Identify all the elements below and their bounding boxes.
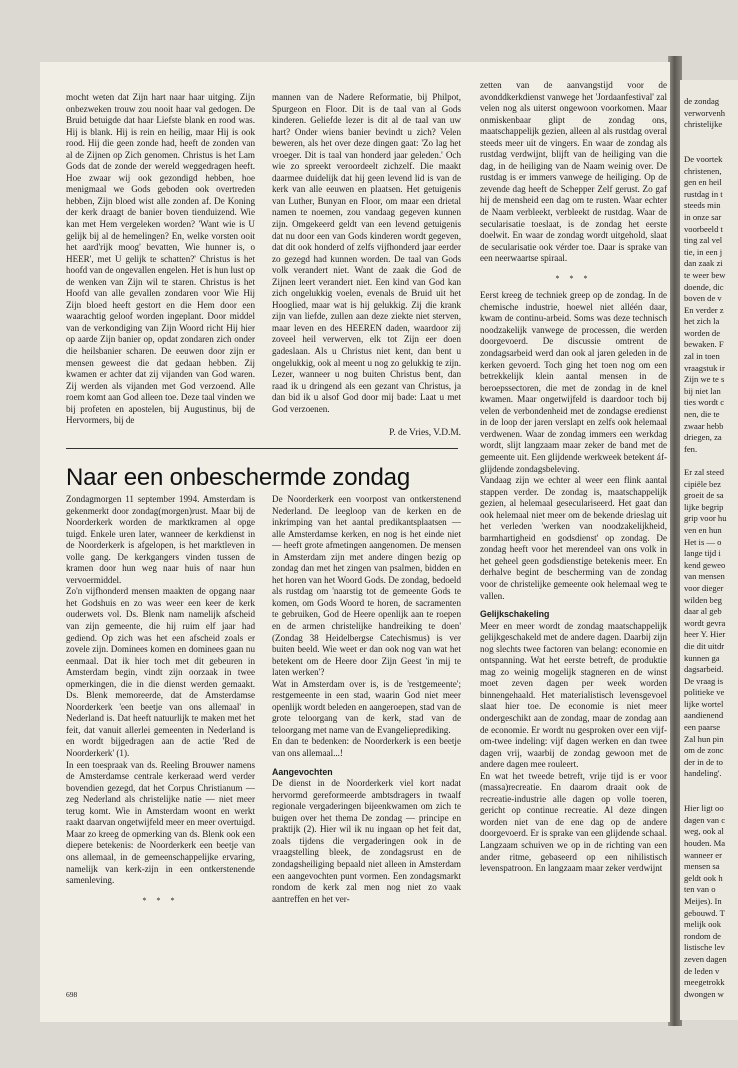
facing-page-line: handeling'.: [684, 768, 722, 779]
facing-page-line: [684, 792, 738, 804]
facing-page-line: bij niet lan: [684, 385, 721, 396]
facing-page-line: De voortek: [684, 153, 723, 164]
facing-page-line: christelijke: [684, 119, 723, 130]
facing-page-line: dagen van c: [684, 814, 726, 825]
col1-paragraph: Zo'n vijfhonderd mensen maakten de opgang naar het Godshuis en zo was weer een keer de kerk ouderwets vol. Ds. Blenk nam namelijk afscheid van zijn gemeente, die hij ruim elf jaar had gediend. Op zich was het een afscheid zoals er zovele zijn. Dominees komen en dominees gaan nu eenmaal. Dat ik hier toch met dit gebeuren in Amsterdam begin, vindt zijn oorzaak in twee opmerkingen, die in die dienst werden gemaakt. Ds. Blenk memoreerde, dat de Amsterdamse Noorderkerk 'een beetje van ons allemaal' in Nederland is. Dat heeft natuurlijk te maken met het feit, dat vanuit allerlei gemeenten in Nederland is en wordt bijgedragen aan de actie 'Red de Noorderkerk' (1).: [66, 586, 255, 759]
col3-paragraph: Vandaag zijn we echter al weer een flink aantal stappen verder. De zondag is, maatschappelijk gezien, al helemaal geseculariseerd. Het gaat dan ook helemaal niet meer om de bekende drieslag uit het verleden 'werken van noodzakelijkheid, barmhartigheid en godsdienst' op zondag. De zondag heeft voor het merendeel van ons volk in het geheel geen godsdienstige betekenis meer. En derhalve begint de bescherming van de zondag voor de christelijke gemeente ook helemaal weg te vallen.: [480, 475, 667, 601]
facing-page-line: rondom de: [684, 930, 721, 941]
facing-page-line: meegetrokk: [684, 977, 725, 988]
facing-page-line: weg, ook al: [684, 826, 724, 837]
facing-page-line: [684, 142, 738, 154]
facing-page-line: driegen, za: [684, 432, 722, 443]
facing-page-line: listische lev: [684, 942, 725, 953]
col2-paragraph: En dan te bedenken: de Noorderkerk is een beetje van ons allemaal...!: [272, 736, 461, 759]
facing-page-line: voor dieger: [684, 582, 724, 593]
facing-page-line: ven en hun: [684, 524, 722, 535]
facing-page-text: [684, 96, 738, 1000]
top-article-col1: [66, 92, 255, 444]
facing-page-line: van mensen: [684, 571, 725, 582]
facing-page-line: grip voor hu: [684, 513, 727, 524]
facing-page-line: kend geweo: [684, 559, 726, 570]
facing-page-line: ting zal vel: [684, 235, 723, 246]
facing-page-line: zwaar hebb: [684, 420, 724, 431]
col2-paragraph: De Noorderkerk een voorpost van ontkerstenend Nederland. De leegloop van de kerken en de inkrimping van het aantal predikantsplaatsen — alle Amsterdamse kerken, en nog is het einde niet — heeft grote afmetingen aangenomen. De mensen in Amsterdam zijn met andere dingen bezig op zondag dan met het zingen van psalmen, bidden en het horen van het Woord Gods. De zondag, bedoeld als rustdag om 'naarstig tot de gemeente Gods te komen, om Gods Woord te horen, de sacramenten te gebruiken, God de Heere openlijk aan te roepen en de armen christelijke handreiking te doen' (Zondag 38 Heidelbergse Catechismus) is ver buiten beeld. Wie weet er dan ook nog van wat het betekent om de Heere door Zijn Geest 'in mij te laten werken'?: [272, 494, 461, 678]
section-divider: [66, 448, 458, 449]
top-article-col2-text: mannen van de Nadere Reformatie, bij Philpot, Spurgeon en Floor. Dit is de taal van al Gods kinderen. Geliefde lezer is dit al de taal van uw hart? Onder wiens banier bevindt u zich? Velen beweren, als het over deze dingen gaat: 'Zo lag het vroeger. Dit is taal van honderd jaar geleden.' Och wie zo spreekt veroordeelt zichzelf. Die maakt daarmee duidelijk dat hij geen levend lid is van de kerk van alle eeuwen en plaatsen. Het getuigenis van Luther, Bunyan en Floor, om maar een drietal namen te noemen, zou vandaag gegeven kunnen zijn. Omgekeerd geldt van een levend getuigenis dat nu door een van Gods kinderen wordt gegeven, dat dit ook honderd of zelfs vijfhonderd jaar eerder zo gezegd had kunnen worden. De taal van Gods volk verandert niet. Want de zaak die God de Zijnen leert verandert niet. Een kind van God kan zich ongelukkig voelen, evenals de Bruid uit het Hooglied, maar wat is hij gelukkig. Zij die krank zijn van liefde, zullen aan deze ziekte niet sterven, maar leven en des HEEREN daden, waardoor zij zoveel heil verwerven, elk tot Zijn eer doen gadeslaan. Als u Christus niet kent, dan bent u ongelukkig, ook al meent u nog zo gelukkig te zijn. Lezer, wanneer u nog buiten Christus bent, dan raad ik u dringend als een gezant van Christus, ja dan bid ik u alsof God door mij bade: Laat u met God verzoenen.: [272, 92, 461, 414]
facing-page-line: Zijn we te s: [684, 374, 725, 385]
facing-page-line: lijke begrip: [684, 501, 724, 512]
facing-page-line: cipiële bez: [684, 478, 721, 489]
facing-page-line: ten van o: [684, 884, 716, 895]
facing-page-line: Het is — o: [684, 536, 722, 547]
facing-page-line: geldt ook h: [684, 872, 723, 883]
facing-page-line: aandienend: [684, 710, 724, 721]
section-stars: * * *: [555, 273, 592, 283]
main-article-col3: [480, 80, 667, 988]
col2-paragraph: Wat in Amsterdam over is, is de 'restgemeente'; restgemeente in een stad, waarin God niet meer openlijk wordt beleden en aangeroepen, stad van de grote teloorgang van de kerk, stad van de teloorgang met name van de Evangelieprediking.: [272, 678, 461, 735]
col2-paragraph: De dienst in de Noorderkerk viel kort nadat hervormd gereformeerde ambtsdragers in twaalf regionale vergaderingen bijeenkwamen om zich te buigen over het thema De zondag — principe en praktijk (2). Hier wil ik nu ingaan op het feit dat, zoals tijdens die vergaderingen ook in de vraagstelling bleek, de zondagsrust en de zondagsheiliging bepaald niet alleen in Amsterdam een aangevochten punt vormen. Een zondagsmarkt rondom de kerk zal men nog niet zo vaak aantreffen en het ver-: [272, 778, 461, 904]
col3-paragraph: En wat het tweede betreft, vrije tijd is er voor (massa)recreatie. En daarom draait ook de recreatie-industrie alle dagen op volle toeren, gericht op continue recreatie. Al deze dingen worden niet van de ene dag op de andere doorgevoerd. Er is sprake van een glijdende schaal. Langzaam schuiven we op in de richting van een ander ritme, gebaseerd op een nihilistisch levenspatroon. En langzaam maar zeker verdwijnt: [480, 770, 667, 874]
facing-page-line: het zich la: [684, 316, 720, 327]
main-article-col1: [66, 494, 255, 959]
facing-page-line: in onze sar: [684, 211, 722, 222]
facing-page-line: Meijes). In: [684, 895, 722, 906]
facing-page-line: der in de to: [684, 756, 723, 767]
facing-page-line: steeds min: [684, 200, 721, 211]
facing-page-line: [684, 455, 738, 467]
facing-page-line: de leden v: [684, 965, 720, 976]
facing-page-line: fen.: [684, 443, 698, 454]
facing-page-line: De vraag is: [684, 675, 724, 686]
facing-page-line: lange tijd i: [684, 548, 721, 559]
facing-page-line: nen, die te: [684, 409, 720, 420]
facing-page-line: melijk ook: [684, 919, 721, 930]
facing-page-line: [684, 780, 738, 792]
facing-page-line: voorbeeld t: [684, 223, 723, 234]
facing-page-line: christenen,: [684, 165, 722, 176]
facing-page-line: Er zal steed: [684, 467, 725, 477]
subheading-gelijkschakeling: Gelijkschakeling: [480, 609, 550, 620]
facing-page-line: tie, in een j: [684, 246, 723, 257]
facing-page-line: En verder z: [684, 304, 724, 315]
facing-page-line: een paarse: [684, 722, 721, 733]
facing-page-line: die dit uitdr: [684, 640, 725, 651]
facing-page-line: [684, 131, 738, 143]
facing-page-line: de zondag: [684, 96, 720, 106]
subheading-aangevochten: Aangevochten: [272, 766, 333, 777]
facing-page-line: dwongen w: [684, 988, 724, 999]
col3-paragraph: Eerst kreeg de techniek greep op de zondag. In de chemische industrie, hoewel niet alléén daar, kwam de continu-arbeid. Soms was deze technisch noodzakelijk vanwege de processen, die werden doorgevoerd. De discussie omtrent de zondagsarbeid werd dan ook al jaren geleden in de kerken gevoerd. Toch ging het toen nog om een betrekkelijk klein aantal mensen in de beroepssectoren, die met de zondag in de knel kwamen. Maar ongetwijfeld is daardoor toch bij velen de verbondenheid met de zondagse eredienst in de loop der jaren verslapt en zelfs ook helemaal verdwenen. Waar de zondag immers een werkdag wordt, slijt langzaam maar zeker de band met de gemeente uit. Een glijdende werkweek betekent áf-glijdende zondagsbeleving.: [480, 290, 667, 474]
author-signature: P. de Vries, V.D.M.: [389, 428, 461, 438]
facing-page-line: gen en heil: [684, 177, 722, 188]
facing-page-line: Hier ligt oo: [684, 803, 724, 814]
facing-page-line: vraagstuk ir: [684, 362, 725, 373]
bottom-stars: * * *: [142, 895, 179, 905]
facing-page-line: zeven dagen: [684, 953, 727, 964]
facing-page-line: daar al geb: [684, 606, 722, 617]
facing-page-line: lijke wortel: [684, 698, 724, 709]
top-article-col1-text: mocht weten dat Zijn hart naar haar uitging. Zijn onbezweken trouw zou nooit haar val gedogen. De Bruid betuigde dat haar Liefste blank en rood was. Hij is blank. Hij is rein en heilig, maar Hij is ook rood. Hij die geen zonde had, heeft de zonden van al de Zijnen op Zich genomen. Christus is het Lam Gods dat de zonde der wereld weggedragen heeft. Hoe zwaar wij ook gezondigd hebben, hoe menigmaal we Gods geboden ook overtreden hebben, Zijn bloed wist alle zonden af. De Koning der kerk draagt de banier boven tienduizend. Wie kan met Hem vergeleken worden? 'Want wie is U gelijk bij al de hemelingen? En, welke vorsten ooit het aard'rijk moog' bevatten, Wie hunner is, o HEER', met U gelijk te schatten?' Christus is het hoofd van de ongevallen engelen. Het is hun lust op de wenken van Zijn wil te staren. Christus is het Hoofd van alle gevallen zondaren voor Wie Hij Zijn bloed heeft gestort en die Hem door een waarachtig geloof worden ingeplant. Door middel van de verkondiging van Zijn Woord richt Hij hier op aarde Zijn banier op, opdat zondaren zich onder die heilsbanier scharen. De eeuwen door zijn er mensen geweest die dat gedaan hebben. Zij kwamen er achter dat zij vijanden van God waren. Zij werden als vijanden met God verzoend. Alle roem komt aan God alleen toe. Deze taal vinden we bij profeten en apostelen, bij Augustinus, bij de Hervormers, bij de: [66, 92, 255, 426]
facing-page-line: Zal hun pin: [684, 733, 724, 744]
article-headline: Naar een onbeschermde zondag: [66, 464, 410, 491]
facing-page-line: politieke ve: [684, 687, 725, 698]
facing-page-line: gebouwd. T: [684, 907, 725, 918]
facing-page-line: doende, dic: [684, 281, 724, 292]
facing-page-line: wordt gevra: [684, 617, 726, 628]
facing-page-line: houden. Ma: [684, 838, 726, 848]
facing-page-line: wilden beg: [684, 594, 722, 605]
facing-page-line: boven de v: [684, 293, 722, 304]
col3-top-text: zetten van de aanvangstijd voor de avonddkerkdienst vanwege het 'Jordaanfestival' zal velen nog als uiterst ongewoon voorkomen. Maar onmiskenbaar glipt de zondag ons, maatschappelijk gezien, alleen al als rustdag overal steeds meer uit de vingers. En waar de zondag als rustdag verdwijnt, blijft van de heiliging van die dag, in de heiliging van de Naam weinig over. De rustdag is er immers vanwege de heiliging. Op de zevende dag heeft de Schepper Zelf gerust. Zo gaf hij de mensheid een dag om te rusten. Waar echter de Naam verbleekt, verbleekt de rustdag. Waar de secularisatie toeslaat, is de zondag het eerste doelwit. En waar de zondag wordt uitgehold, slaat de secularisatie ook vérder toe. Daar is sprake van een neerwaartse spiraal.: [480, 80, 667, 264]
facing-page-line: worden de: [684, 327, 721, 338]
facing-page-line: heer Y. Hier: [684, 629, 726, 640]
facing-page-line: groeit de sa: [684, 490, 724, 501]
facing-page-line: mensen sa: [684, 861, 720, 872]
facing-page-line: te weer bew: [684, 269, 726, 280]
main-article-col2: [272, 494, 461, 994]
facing-page-line: dagsarbeid.: [684, 664, 724, 675]
page-number: 698: [66, 990, 78, 999]
facing-page-line: om de zonc: [684, 745, 724, 756]
facing-page-line: rustdag in t: [684, 188, 723, 199]
facing-page-line: ties wordt c: [684, 397, 725, 408]
facing-page-line: zal in toen: [684, 351, 720, 362]
col1-paragraph: In een toespraak van ds. Reeling Brouwer namens de Amsterdamse centrale kerkeraad werd verder bovendien gezegd, dat het Corpus Christianum — zeg Nederland als christelijke natie — niet meer terug komt. Wie in Amsterdam woont en werkt raakt daarvan ongetwijfeld meer en meer overtuigd. Maar zo kreeg de opmerking van ds. Blenk ook een diepere betekenis: de Noorderkerk een beetje van ons allemaal, in de gemeenschappelijke ervaring, namelijk van kerk-zijn in een ontkerstenende samenleving.: [66, 759, 255, 886]
col1-paragraph: Zondagmorgen 11 september 1994. Amsterdam is gekenmerkt door zondag(morgen)rust. Maar bij de Noorderkerk worden de marktkramen al opge tuigd. Enkele uren later, wanneer de kerkdienst in de Noorderkerk is afgelopen, is het marktleven in volle gang. De kerkgangers vinden tussen de kramen door hun weg naar huis of naar hun vervoermiddel.: [66, 494, 255, 585]
facing-page-line: bewaken. F: [684, 339, 724, 350]
top-article-col2: [272, 92, 461, 434]
facing-page-line: kunnen ga: [684, 652, 720, 663]
facing-page-line: wanneer er: [684, 849, 722, 860]
col3-paragraph: Meer en meer wordt de zondag maatschappelijk gelijkgeschakeld met de andere dagen. Daarbij zijn nog slechts twee factoren van belang: economie en ontspanning. Wat het eerste betreft, de produktie mag zo weinig mogelijk stagneren en de winst moet zeven dagen per week worden binnengehaald. Het materialistisch levensgevoel slaat hier toe. De economie is niet meer ondergeschikt aan de zondag, maar de zondag aan de economie. Er wordt nu gesproken over een vijf-om-twee indeling: vijf dagen werken en dan twee dagen vrij, waarbij de zondag gewoon met de andere dagen mee rouleert.: [480, 620, 667, 770]
facing-page-line: dan zaak zi: [684, 258, 723, 269]
facing-page-line: verworvenh: [684, 107, 726, 118]
